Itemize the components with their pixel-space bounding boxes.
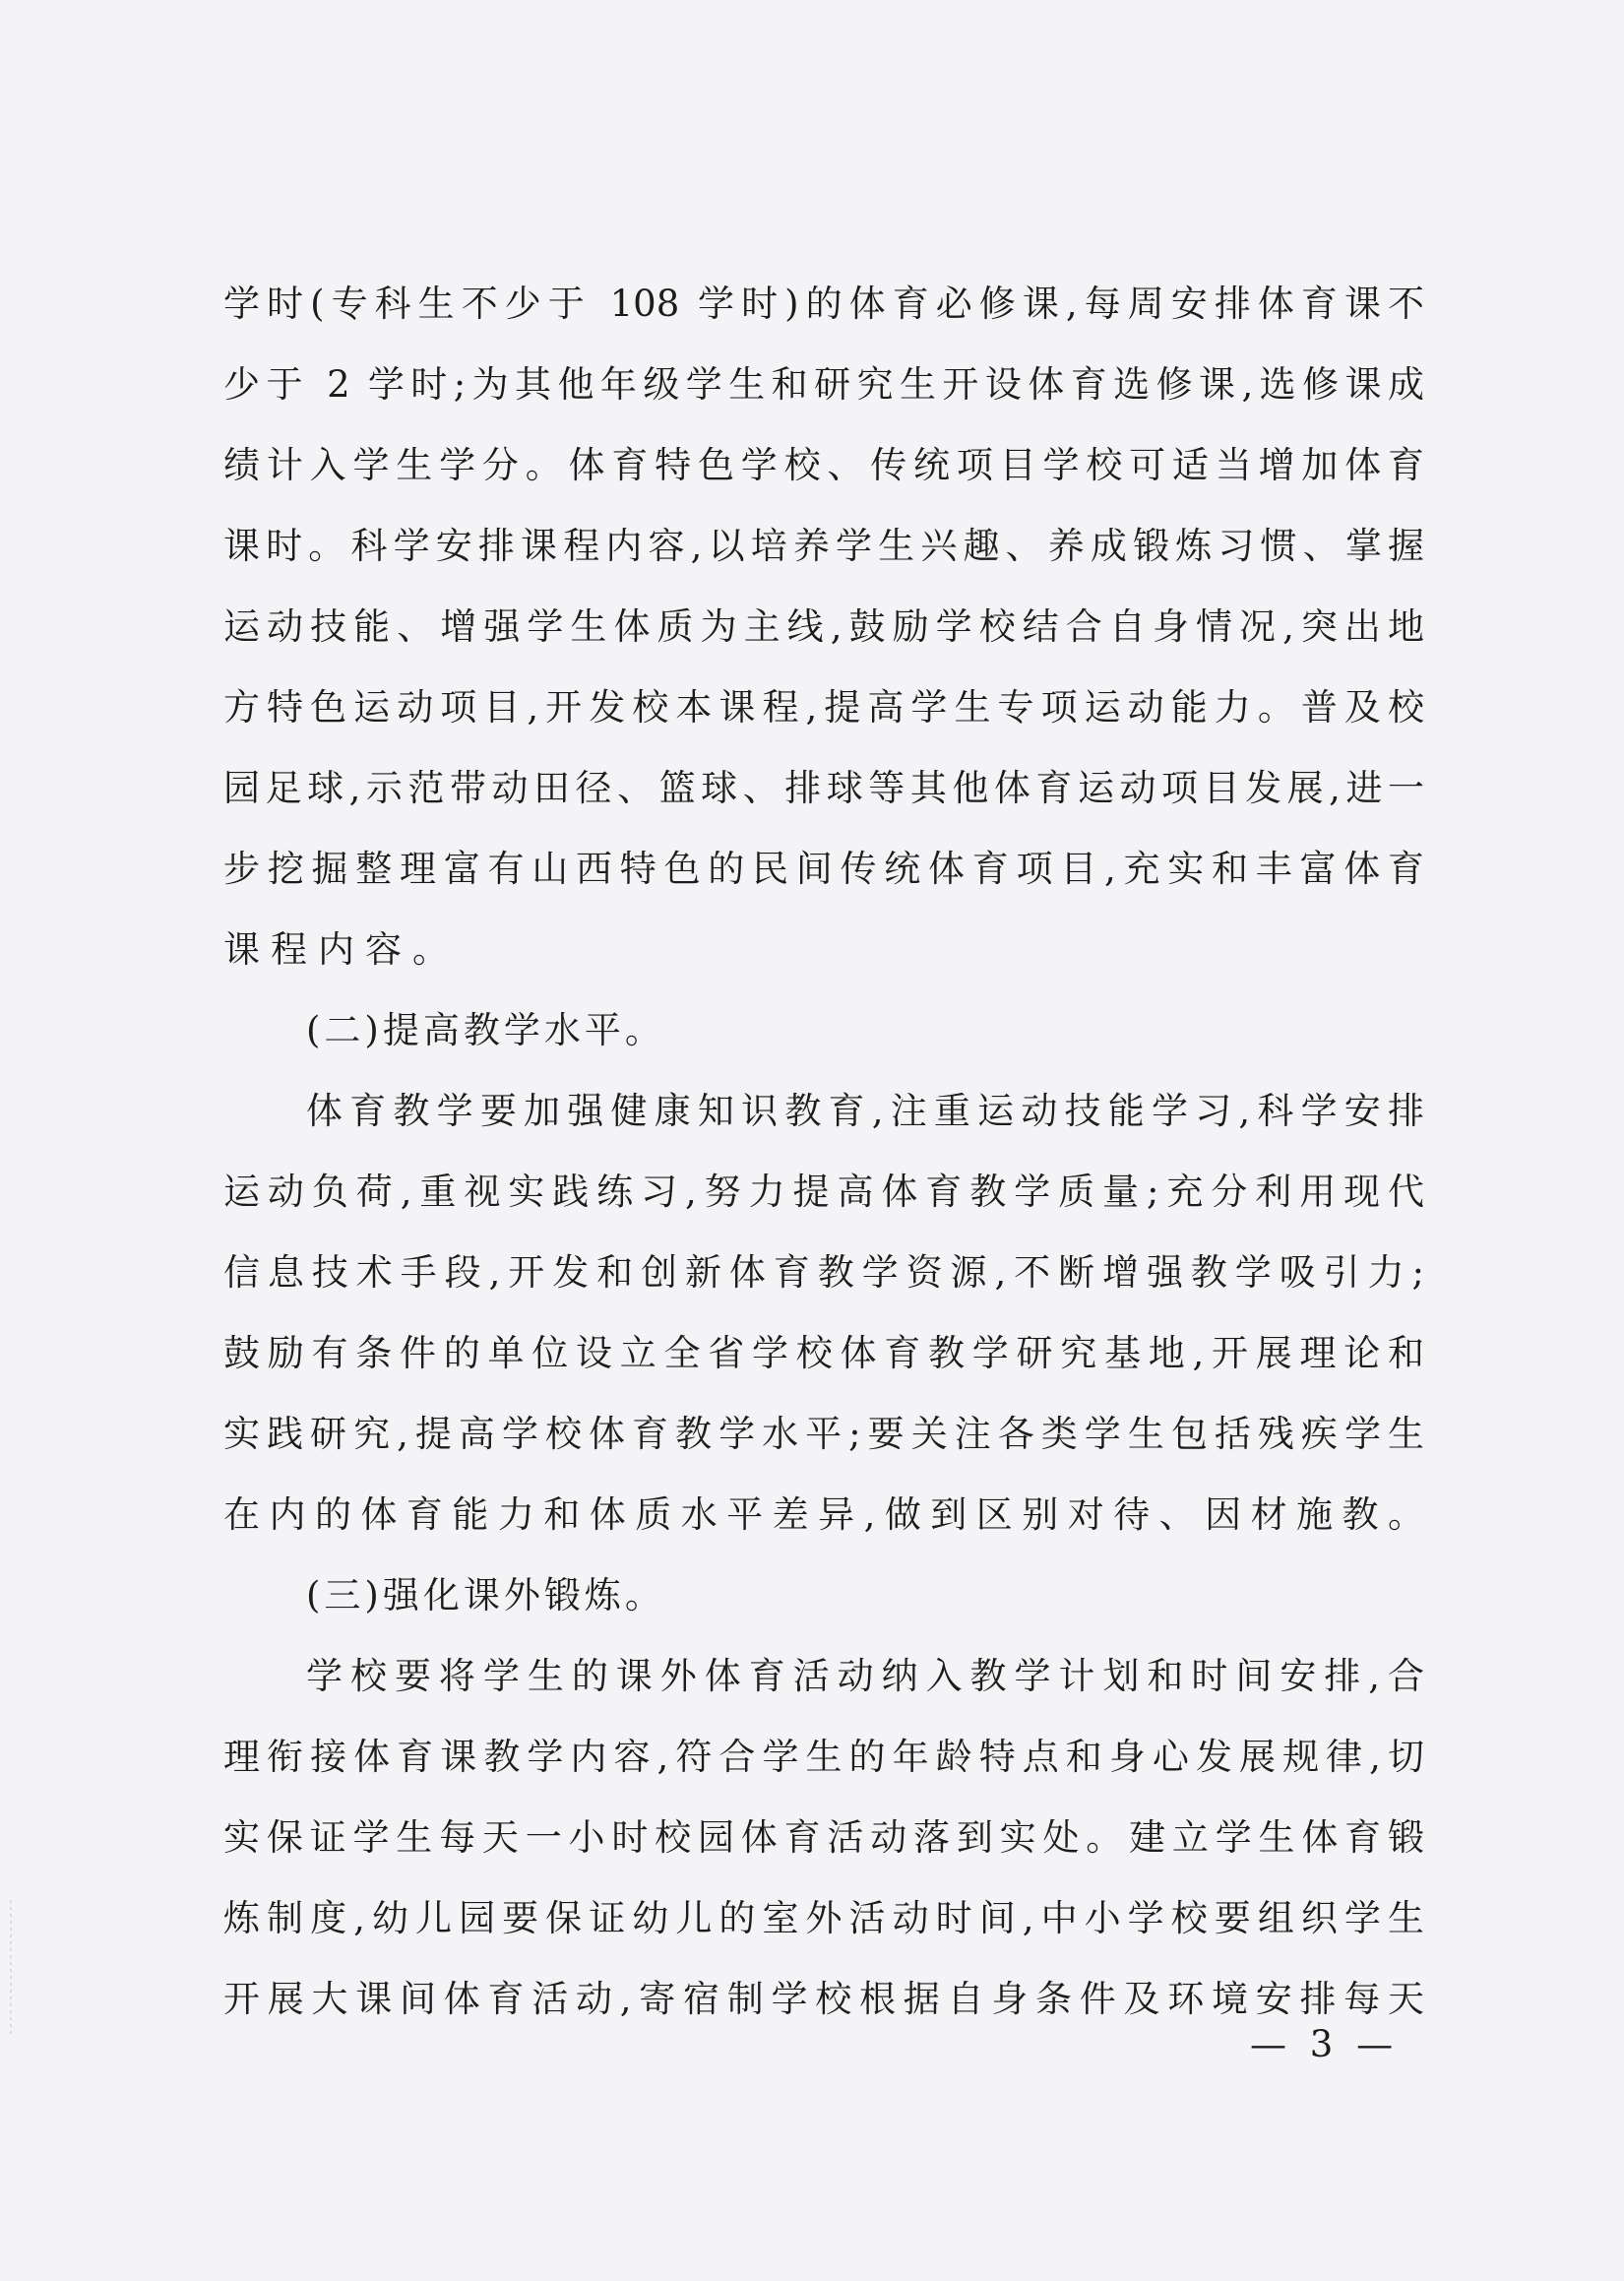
paragraph-line: 绩计入学生学分。体育特色学校、传统项目学校可适当增加体育 <box>223 444 1424 486</box>
page-number: — 3 — <box>1250 2023 1400 2065</box>
paragraph-line: 运动负荷,重视实践练习,努力提高体育教学质量;充分利用现代 <box>223 1171 1424 1213</box>
paragraph-line: 学校要将学生的课外体育活动纳入教学计划和时间安排,合 <box>306 1655 1424 1697</box>
paragraph-line: 步挖掘整理富有山西特色的民间传统体育项目,充实和丰富体育 <box>223 848 1424 890</box>
scan-artifact <box>10 1900 12 2038</box>
paragraph-line: 体育教学要加强健康知识教育,注重运动技能学习,科学安排 <box>306 1090 1424 1132</box>
paragraph-line: 课程内容。 <box>223 928 460 971</box>
section-heading: (三)强化课外锻炼。 <box>306 1574 665 1616</box>
section-heading: (二)提高教学水平。 <box>306 1009 665 1051</box>
paragraph-line: 运动技能、增强学生体质为主线,鼓励学校结合自身情况,突出地 <box>223 605 1424 648</box>
paragraph-line: 学时(专科生不少于 108 学时)的体育必修课,每周安排体育课不 <box>223 283 1424 325</box>
paragraph-line: 实践研究,提高学校体育教学水平;要关注各类学生包括残疾学生 <box>223 1413 1424 1455</box>
paragraph-line: 炼制度,幼儿园要保证幼儿的室外活动时间,中小学校要组织学生 <box>223 1897 1424 1939</box>
paragraph-line: 在内的体育能力和体质水平差异,做到区别对待、因材施教。 <box>223 1493 1424 1536</box>
document-body <box>223 264 1424 2040</box>
paragraph-line: 鼓励有条件的单位设立全省学校体育教学研究基地,开展理论和 <box>223 1332 1424 1374</box>
paragraph-line: 方特色运动项目,开发校本课程,提高学生专项运动能力。普及校 <box>223 686 1424 729</box>
paragraph-line: 实保证学生每天一小时校园体育活动落到实处。建立学生体育锻 <box>223 1816 1424 1859</box>
paragraph-line: 信息技术手段,开发和创新体育教学资源,不断增强教学吸引力; <box>223 1251 1424 1294</box>
paragraph-line: 少于 2 学时;为其他年级学生和研究生开设体育选修课,选修课成 <box>223 363 1424 406</box>
paragraph-line: 开展大课间体育活动,寄宿制学校根据自身条件及环境安排每天 <box>223 1978 1424 2020</box>
paragraph-line: 理衔接体育课教学内容,符合学生的年龄特点和身心发展规律,切 <box>223 1736 1424 1778</box>
paragraph-line: 园足球,示范带动田径、篮球、排球等其他体育运动项目发展,进一 <box>223 767 1424 809</box>
paragraph-line: 课时。科学安排课程内容,以培养学生兴趣、养成锻炼习惯、掌握 <box>223 525 1424 567</box>
